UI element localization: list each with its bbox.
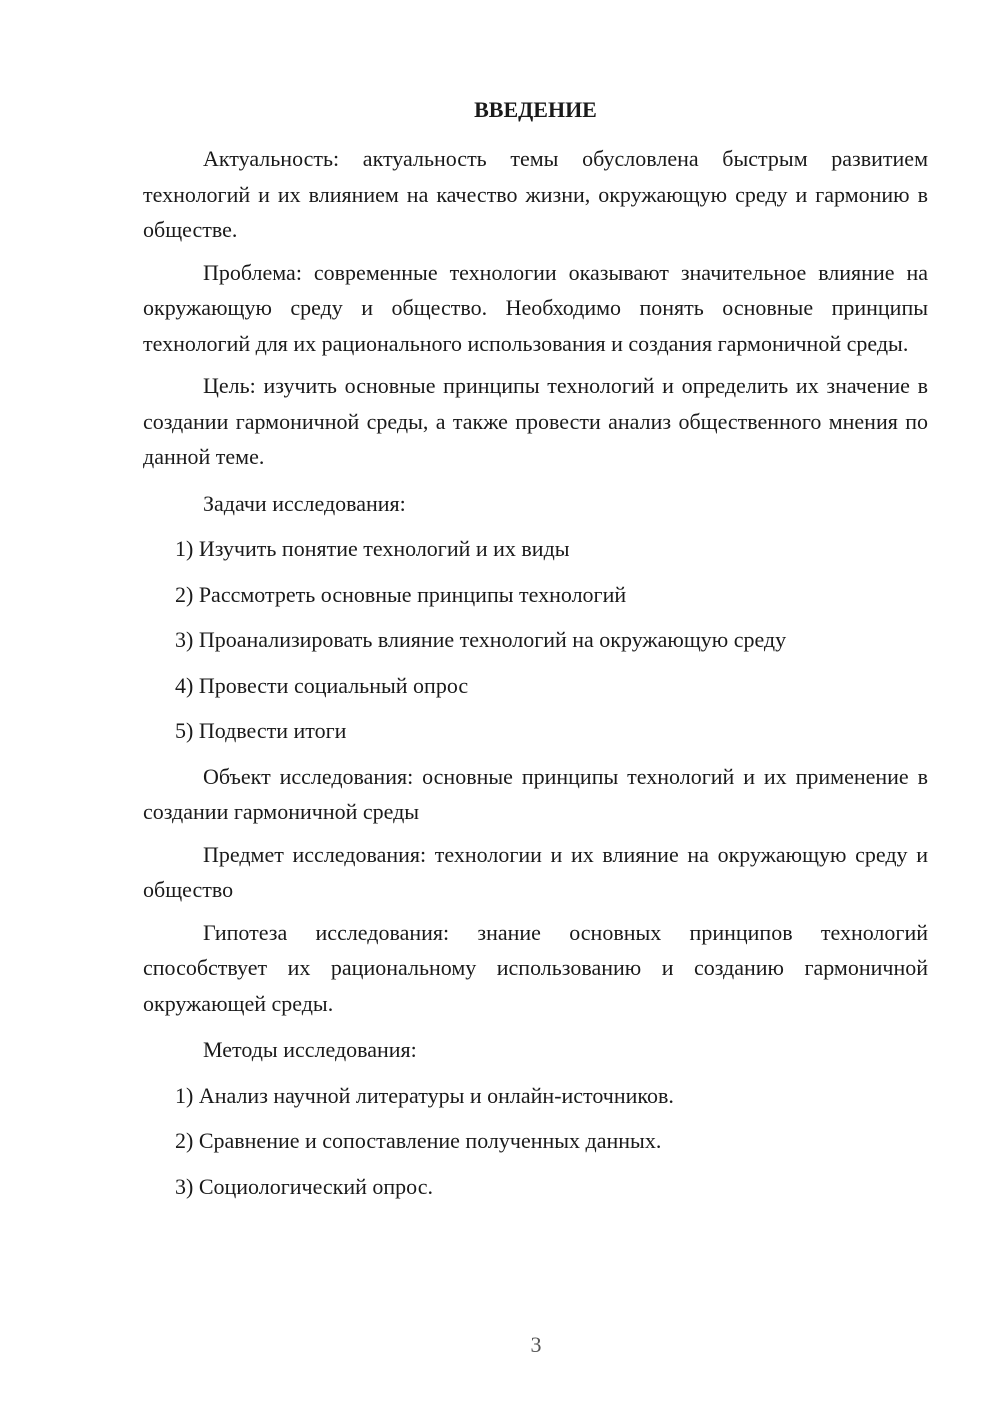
tasks-heading: Задачи исследования: xyxy=(203,490,406,516)
methods-list xyxy=(143,1078,928,1205)
document-title: ВВЕДЕНИЕ xyxy=(474,97,597,122)
list-item: 1) Изучить понятие технологий и их виды xyxy=(175,536,570,561)
subject-paragraph: Предмет исследования: технологии и их влияние на окружающую среду и общество xyxy=(143,841,928,902)
list-item: 3) Социологический опрос. xyxy=(175,1173,433,1199)
hypothesis-paragraph: Гипотеза исследования: знание основных принципов технологий способствует их рациональному использованию и созданию гармоничной окружающей среды. xyxy=(143,919,928,1016)
object-paragraph: Объект исследования: основные принципы технологий и их применение в создании гармоничной среды xyxy=(143,763,928,824)
document-page xyxy=(143,92,928,1204)
problem-paragraph: Проблема: современные технологии оказывают значительное влияние на окружающую среду и общество. Необходимо понять основные принципы технологий для их рационального использования и создания гармоничной среды. xyxy=(143,259,928,356)
relevance-paragraph: Актуальность: актуальность темы обусловлена быстрым развитием технологий и их влиянием на качество жизни, окружающую среду и гармонию в обществе. xyxy=(143,146,928,242)
methods-heading: Методы исследования: xyxy=(203,1037,417,1062)
tasks-list xyxy=(143,531,928,749)
list-item: 3) Проанализировать влияние технологий на окружающую среду xyxy=(175,627,787,652)
list-item: 2) Сравнение и сопоставление полученных данных. xyxy=(175,1128,662,1153)
list-item: 1) Анализ научной литературы и онлайн-источников. xyxy=(175,1082,674,1108)
page-number: 3 xyxy=(530,1332,542,1357)
list-item: 2) Рассмотреть основные принципы технологий xyxy=(175,581,627,607)
goal-paragraph: Цель: изучить основные принципы технологий и определить их значение в создании гармоничной среды, а также провести анализ общественного мнения по данной теме. xyxy=(143,373,928,469)
list-item: 5) Подвести итоги xyxy=(175,718,347,743)
list-item: 4) Провести социальный опрос xyxy=(175,672,469,698)
